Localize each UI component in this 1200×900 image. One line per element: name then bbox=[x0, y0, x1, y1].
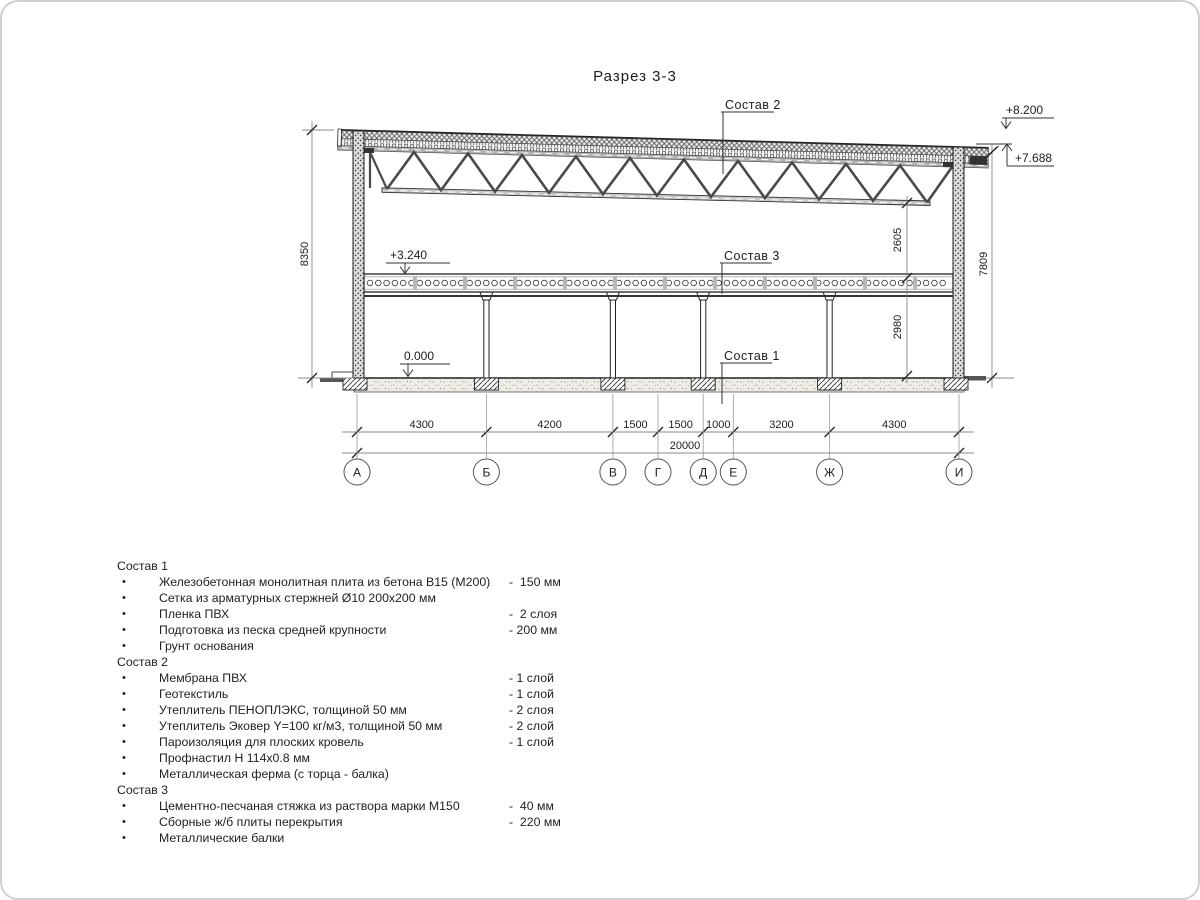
roof-right-endcap bbox=[969, 156, 987, 165]
legend-item-value: - 200 мм bbox=[509, 623, 558, 637]
legend-item bbox=[117, 622, 567, 638]
label-sostav3: Состав 3 bbox=[724, 249, 780, 263]
roof-left-endcap bbox=[338, 129, 342, 146]
bullet-icon: • bbox=[122, 624, 126, 636]
floor-slab bbox=[364, 274, 953, 296]
foundation-pad bbox=[601, 378, 625, 390]
axis-letter: В bbox=[608, 465, 617, 480]
legend-item-text: Утеплитель ПЕНОПЛЭКС, толщиной 50 мм bbox=[159, 703, 407, 717]
elevation-mark-ground bbox=[400, 349, 450, 377]
legend-item bbox=[117, 590, 567, 606]
foundation-pad bbox=[474, 378, 498, 390]
dimension-right-height bbox=[978, 143, 997, 388]
legend-item-text: Металлическая ферма (с торца - балка) bbox=[159, 767, 389, 781]
legend-item-value bbox=[509, 638, 567, 654]
legend-item-value: - 1 слой bbox=[509, 671, 554, 685]
legend-item-value: - 1 слой bbox=[509, 687, 554, 701]
dimension-bay: 4200 bbox=[537, 419, 562, 431]
axis-bubbles bbox=[344, 394, 972, 485]
legend-item-value: - 1 слой bbox=[509, 735, 554, 749]
svg-text:2605: 2605 bbox=[892, 227, 904, 253]
label-sostav1: Состав 1 bbox=[724, 349, 780, 363]
dimension-left-height bbox=[299, 121, 354, 388]
legend-item-text: Сетка из арматурных стержней Ø10 200х200 мм bbox=[159, 591, 436, 605]
legend-item-value: - 2 слой bbox=[509, 719, 554, 733]
legend-item-text: Сборные ж/б плиты перекрытия bbox=[159, 815, 343, 829]
legend-item-value bbox=[509, 590, 567, 606]
legend-section-title: Состав 1 bbox=[117, 559, 168, 573]
legend-item-text: Геотекстиль bbox=[159, 687, 229, 701]
legend-item-value: - 2 слоя bbox=[509, 607, 558, 621]
foundation-pad bbox=[944, 378, 968, 390]
roof bbox=[337, 129, 988, 168]
legend-item-text: Подготовка из песка средней крупности bbox=[159, 623, 387, 637]
bullet-icon: • bbox=[122, 800, 126, 812]
legend-item-text: Цементно-песчаная стяжка из раствора марки М150 bbox=[159, 799, 460, 813]
dimension-bay: 1500 bbox=[623, 419, 648, 431]
legend-item-text: Профнастил Н 114х0.8 мм bbox=[159, 751, 310, 765]
svg-text:7809: 7809 bbox=[978, 251, 990, 277]
axis-letter: Д bbox=[699, 465, 708, 480]
dimension-bay: 1000 bbox=[706, 419, 731, 431]
bullet-icon: • bbox=[122, 672, 126, 684]
legend-item bbox=[117, 798, 567, 814]
legend-section-title: Состав 3 bbox=[117, 783, 168, 797]
columns bbox=[480, 292, 836, 378]
section-drawing bbox=[2, 2, 1200, 550]
bullet-icon: • bbox=[122, 688, 126, 700]
truss-right-bearing bbox=[943, 162, 953, 167]
bullet-icon: • bbox=[122, 592, 126, 604]
legend-item bbox=[117, 718, 567, 734]
drawing-title: Разрез 3-3 bbox=[593, 68, 677, 85]
legend-item bbox=[117, 686, 567, 702]
foundation-pad bbox=[343, 378, 367, 390]
dimension-total: 20000 bbox=[669, 440, 701, 452]
svg-text:8350: 8350 bbox=[299, 241, 311, 267]
legend-item-text: Металлические балки bbox=[159, 831, 285, 845]
legend-item bbox=[117, 574, 567, 590]
bullet-icon: • bbox=[122, 832, 126, 844]
dimension-bay: 4300 bbox=[882, 419, 907, 431]
bullet-icon: • bbox=[122, 704, 126, 716]
truss-left-bearing bbox=[364, 148, 374, 153]
legend-item-value bbox=[509, 750, 567, 766]
column bbox=[484, 300, 489, 378]
legend-item-text: Пленка ПВХ bbox=[159, 607, 230, 621]
legend-item bbox=[117, 702, 567, 718]
axis-letter: Ж bbox=[824, 465, 836, 480]
svg-text:+3.240: +3.240 bbox=[390, 248, 428, 262]
dimension-bay: 4300 bbox=[409, 419, 434, 431]
axis-letter: Г bbox=[654, 465, 662, 480]
axis-letter: И bbox=[954, 465, 964, 480]
legend-item bbox=[117, 814, 567, 830]
bullet-icon: • bbox=[122, 608, 126, 620]
svg-text:0.000: 0.000 bbox=[404, 349, 435, 363]
legend-item bbox=[117, 670, 567, 686]
svg-text:+8.200: +8.200 bbox=[1006, 103, 1044, 117]
bullet-icon: • bbox=[122, 816, 126, 828]
legend-item-value: - 150 мм bbox=[509, 575, 561, 589]
legend-item-value bbox=[509, 766, 567, 782]
right-wall bbox=[953, 147, 964, 378]
bullet-icon: • bbox=[122, 768, 126, 780]
legend-item bbox=[117, 734, 567, 750]
axis-letter: Б bbox=[482, 465, 491, 480]
axis-letter: А bbox=[352, 465, 362, 480]
foundation-pad bbox=[818, 378, 842, 390]
bullet-icon: • bbox=[122, 720, 126, 732]
legend-item-value: - 2 слоя bbox=[509, 703, 554, 717]
dimension-bay: 1500 bbox=[668, 419, 693, 431]
bullet-icon: • bbox=[122, 640, 126, 652]
dimension-bay: 3200 bbox=[769, 419, 794, 431]
label-sostav2: Состав 2 bbox=[725, 98, 781, 112]
legend-item-value bbox=[509, 830, 567, 846]
legend-item-text: Пароизоляция для плоских кровель bbox=[159, 735, 364, 749]
column bbox=[827, 300, 832, 378]
column bbox=[610, 300, 615, 378]
svg-text:+7.688: +7.688 bbox=[1015, 151, 1053, 165]
legend-item bbox=[117, 638, 567, 654]
bullet-icon: • bbox=[122, 736, 126, 748]
svg-text:2980: 2980 bbox=[892, 314, 904, 340]
legend-item bbox=[117, 606, 567, 622]
legend-item-value: - 220 мм bbox=[509, 815, 561, 829]
ground-slab bbox=[320, 372, 986, 392]
left-wall bbox=[353, 131, 364, 378]
legend-item bbox=[117, 750, 567, 766]
left-plinth bbox=[332, 372, 354, 378]
legend-item-text: Мембрана ПВХ bbox=[159, 671, 248, 685]
elevation-mark-roof-top bbox=[988, 103, 1054, 155]
axis-letter: Е bbox=[729, 465, 738, 480]
legend-item-text: Железобетонная монолитная плита из бетона В15 (М200) bbox=[159, 575, 491, 589]
legend-item-value: - 40 мм bbox=[509, 799, 554, 813]
legend-item-text: Утеплитель Эковер Y=100 кг/м3, толщиной 50 мм bbox=[159, 719, 443, 733]
legend-item bbox=[117, 766, 567, 782]
legend-item bbox=[117, 830, 567, 846]
foundation-pad bbox=[691, 378, 715, 390]
legend bbox=[117, 558, 567, 846]
bullet-icon: • bbox=[122, 752, 126, 764]
legend-section-title: Состав 2 bbox=[117, 655, 168, 669]
legend-item-text: Грунт основания bbox=[159, 639, 254, 653]
bullet-icon: • bbox=[122, 576, 126, 588]
column bbox=[701, 300, 706, 378]
elevation-mark-slab bbox=[386, 248, 450, 274]
